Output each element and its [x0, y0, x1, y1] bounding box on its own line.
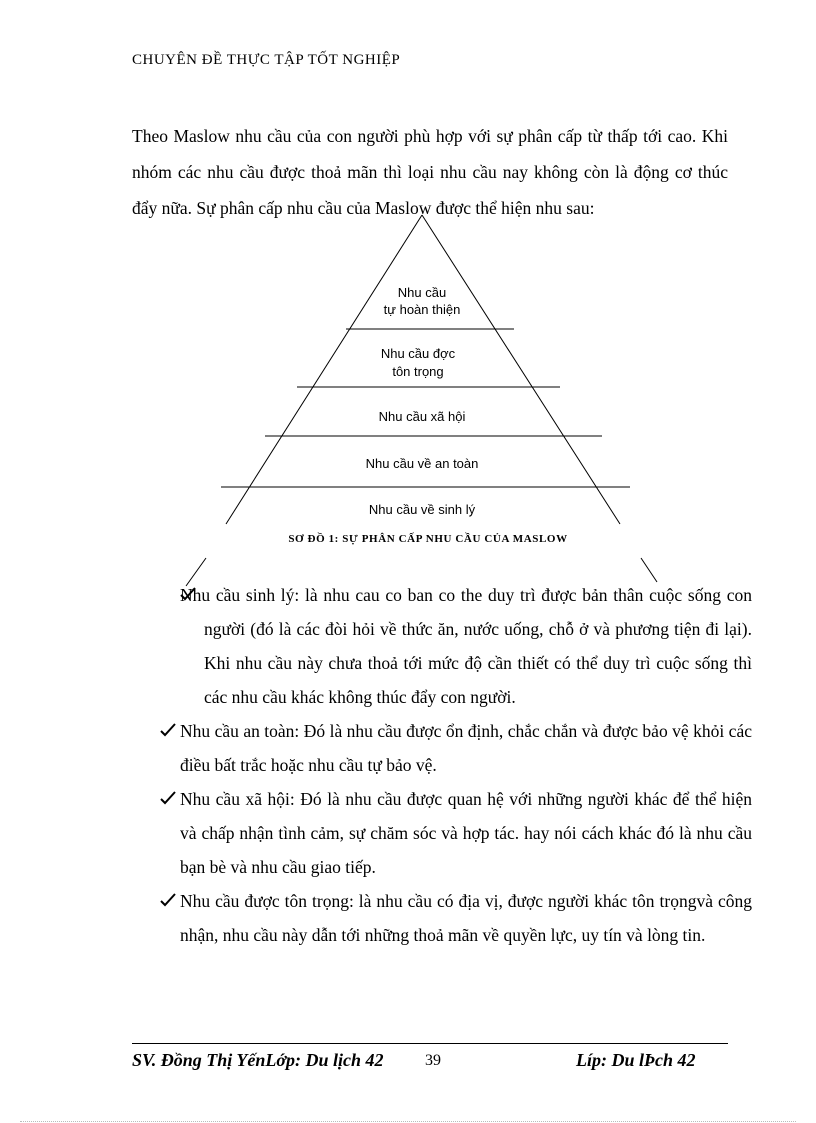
list-item-text: Nhu cầu được tôn trọng: là nhu cầu có địa vị, được người khác tôn trọngvà công nhận, nhu cầu này dẫn tới những thoả mãn về quyền lực, uy tín và lòng tin.	[180, 891, 752, 945]
footer-class: Líp: Du lÞch 42	[576, 1050, 696, 1070]
list-item	[160, 884, 752, 952]
list-item-text: Nhu cầu an toàn: Đó là nhu cầu được ổn định, chắc chắn và được bảo vệ khỏi các điều bất trắc hoặc nhu cầu tự bảo vệ.	[180, 721, 752, 775]
level-social: Nhu cầu xã hội	[378, 409, 466, 424]
level-self-actualization-line1: Nhu cầu	[397, 285, 447, 300]
level-esteem-line1: Nhu cầu đợc	[380, 346, 456, 361]
page-number: 39	[425, 1052, 441, 1069]
checkmark-icon	[180, 578, 196, 601]
level-esteem-line2: tôn trọng	[392, 364, 444, 379]
intro-text: Theo Maslow nhu cầu của con người phù hợp với sự phân cấp từ thấp tới cao. Khi nhóm các nhu cầu được thoả mãn thì loại nhu cầu nay không còn là động cơ thúc đẩy nữa. Sự phân cấp nhu cầu của Maslow được thể hiện nhu sau:	[132, 126, 728, 218]
level-safety: Nhu cầu về an toàn	[365, 456, 479, 471]
diagram-caption: SƠ ĐỒ 1: SỰ PHÂN CẤP NHU CẦU CỦA MASLOW	[288, 533, 568, 545]
checkmark-icon	[160, 884, 176, 907]
list-item-text: Nhu cầu sinh lý: là nhu cau co ban co the duy trì được bản thân cuộc sống con người (đó là các đòi hỏi về thức ăn, nước uống, chỗ ở và phương tiện đi lại). Khi nhu cầu này chưa thoả tới mức độ cần thiết có thể duy trì cuộc sống thì các nhu cầu khác không thúc đẩy con người.	[180, 585, 752, 707]
checkmark-icon	[160, 782, 176, 805]
footer-student: SV. Đồng Thị YếnLớp: Du lịch 42	[132, 1050, 384, 1070]
needs-list	[160, 578, 752, 952]
level-self-actualization-line2: tự hoàn thiện	[383, 302, 461, 317]
page-header: CHUYÊN ĐỀ THỰC TẬP TỐT NGHIỆP	[132, 52, 401, 68]
checkmark-icon	[160, 714, 176, 737]
list-item	[160, 782, 752, 884]
level-physiological: Nhu cầu về sinh lý	[368, 502, 476, 517]
list-item	[160, 578, 752, 714]
list-item	[160, 714, 752, 782]
pyramid-right-edge	[422, 215, 620, 524]
page-bottom-dotted-rule	[20, 1121, 796, 1122]
list-item-text: Nhu cầu xã hội: Đó là nhu cầu được quan hệ với những người khác để thể hiện và chấp nhận tình cảm, sự chăm sóc và hợp tác. hay nói cách khác đó là nhu cầu bạn bè và nhu cầu giao tiếp.	[180, 789, 752, 877]
footer-divider	[132, 1043, 728, 1044]
